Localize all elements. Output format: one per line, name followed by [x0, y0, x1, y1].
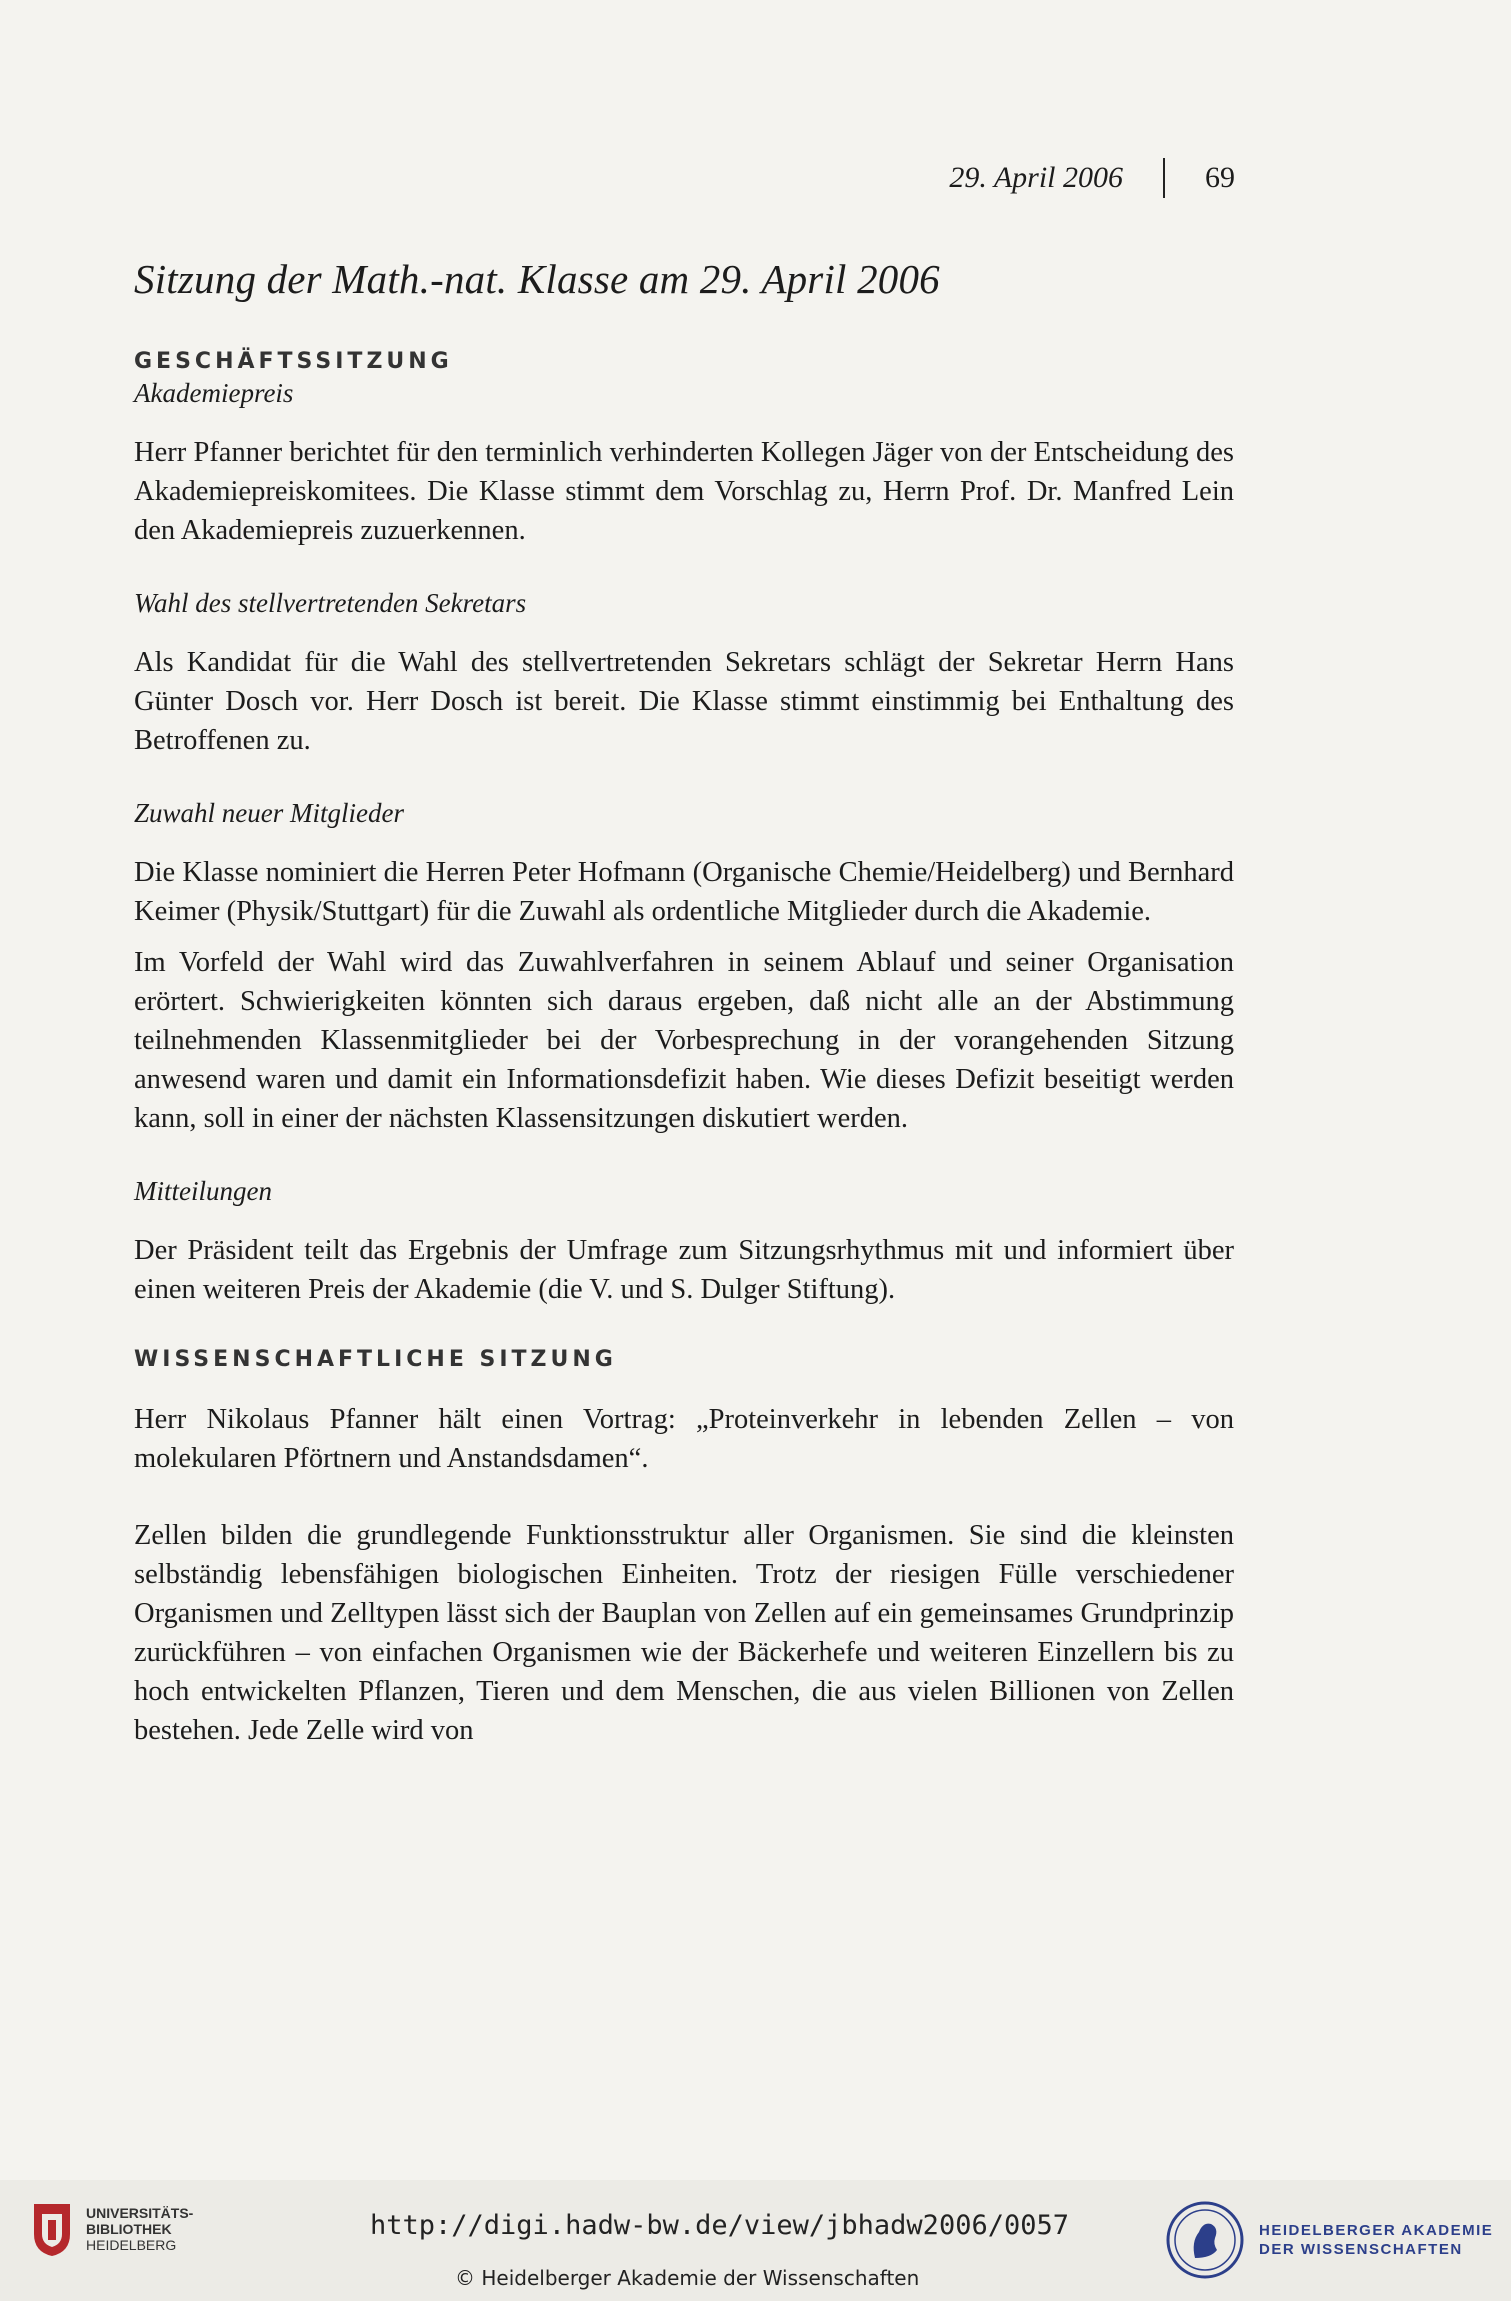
- paragraph-secretary: Als Kandidat für die Wahl des stellvertretenden Sekretars schlägt der Sekretar Herrn Hans Günter Dosch vor. Herr Dosch ist bereit. Die Klasse stimmt einstimmig bei Enthaltung des Betroffenen zu.: [134, 647, 1234, 756]
- library-name-line-3: HEIDELBERG: [86, 2237, 177, 2253]
- subheading-new-members: Zuwahl neuer Mitglieder: [134, 798, 404, 828]
- academy-seal-icon: [1165, 2200, 1245, 2280]
- source-url-link[interactable]: http://digi.hadw-bw.de/view/jbhadw2006/0057: [370, 2210, 1069, 2241]
- paragraph-new-members-2: Im Vorfeld der Wahl wird das Zuwahlverfahren in seinem Ablauf und seiner Organisation erörtert. Schwierigkeiten könnten sich daraus ergeben, daß nicht alle an der Abstimmung teilnehmenden Klassenmitglieder bei der Vorbesprechung in der vorangehenden Sitzung anwesend waren und damit ein Informationsdefizit haben. Wie dieses Defizit beseitigt werden kann, soll in einer der nächsten Klassensitzungen diskutiert werden.: [134, 947, 1234, 1134]
- paragraph-academy-prize: Herr Pfanner berichtet für den terminlich verhinderten Kollegen Jäger von der Entscheidung des Akademiepreiskomitees. Die Klasse stimmt dem Vorschlag zu, Herrn Prof. Dr. Manfred Lein den Akademiepreis zuzuerkennen.: [134, 437, 1234, 546]
- academy-logo[interactable]: [1165, 2200, 1493, 2280]
- main-text: [134, 255, 1234, 1788]
- library-emblem-icon: [30, 2200, 74, 2258]
- paragraph-new-members-1: Die Klasse nominiert die Herren Peter Hofmann (Organische Chemie/Heidelberg) und Bernhard Keimer (Physik/Stuttgart) für die Zuwahl als ordentliche Mitglieder durch die Akademie.: [134, 857, 1234, 927]
- page-title: Sitzung der Math.-nat. Klasse am 29. April 2006: [134, 256, 940, 302]
- header-date: 29. April 2006: [949, 161, 1123, 194]
- copyright-notice: © Heidelberger Akademie der Wissenschaften: [455, 2266, 920, 2290]
- subheading-announcements: Mitteilungen: [134, 1176, 272, 1206]
- header-divider: [1163, 158, 1165, 198]
- page-number: 69: [1205, 161, 1235, 194]
- section-heading-scientific: WISSENSCHAFTLICHE SITZUNG: [134, 1347, 617, 1372]
- library-name-line-1: UNIVERSITÄTS-: [86, 2205, 194, 2221]
- subheading-academy-prize: Akademiepreis: [134, 378, 294, 408]
- library-name-line-2: BIBLIOTHEK: [86, 2221, 172, 2237]
- university-library-logo[interactable]: [30, 2200, 193, 2258]
- paragraph-lecture: Herr Nikolaus Pfanner hält einen Vortrag: „Proteinverkehr in lebenden Zellen – von molekularen Pförtnern und Anstandsdamen“.: [134, 1404, 1234, 1474]
- running-header: [949, 158, 1235, 198]
- subheading-secretary: Wahl des stellvertretenden Sekretars: [134, 588, 527, 618]
- academy-name-line-1: HEIDELBERGER AKADEMIE: [1259, 2222, 1494, 2239]
- section-heading-business: GESCHÄFTSSITZUNG: [134, 349, 453, 374]
- paragraph-body: Zellen bilden die grundlegende Funktionsstruktur aller Organismen. Sie sind die kleinsten selbständig lebensfähigen biologischen Einheiten. Trotz der riesigen Fülle verschiedener Organismen und Zelltypen lässt sich der Bauplan von Zellen auf ein gemeinsames Grundprinzip zurückführen – von einfachen Organismen wie der Bäckerhefe und weiteren Einzellern bis zu hoch entwickelten Pflanzen, Tieren und dem Menschen, die aus vielen Billionen von Zellen bestehen. Jede Zelle wird von: [134, 1520, 1234, 1746]
- paragraph-announcements: Der Präsident teilt das Ergebnis der Umfrage zum Sitzungsrhythmus mit und informiert über einen weiteren Preis der Akademie (die V. und S. Dulger Stiftung).: [134, 1235, 1234, 1305]
- footer-bar: [0, 2180, 1511, 2301]
- academy-name-line-2: DER WISSENSCHAFTEN: [1259, 2241, 1463, 2258]
